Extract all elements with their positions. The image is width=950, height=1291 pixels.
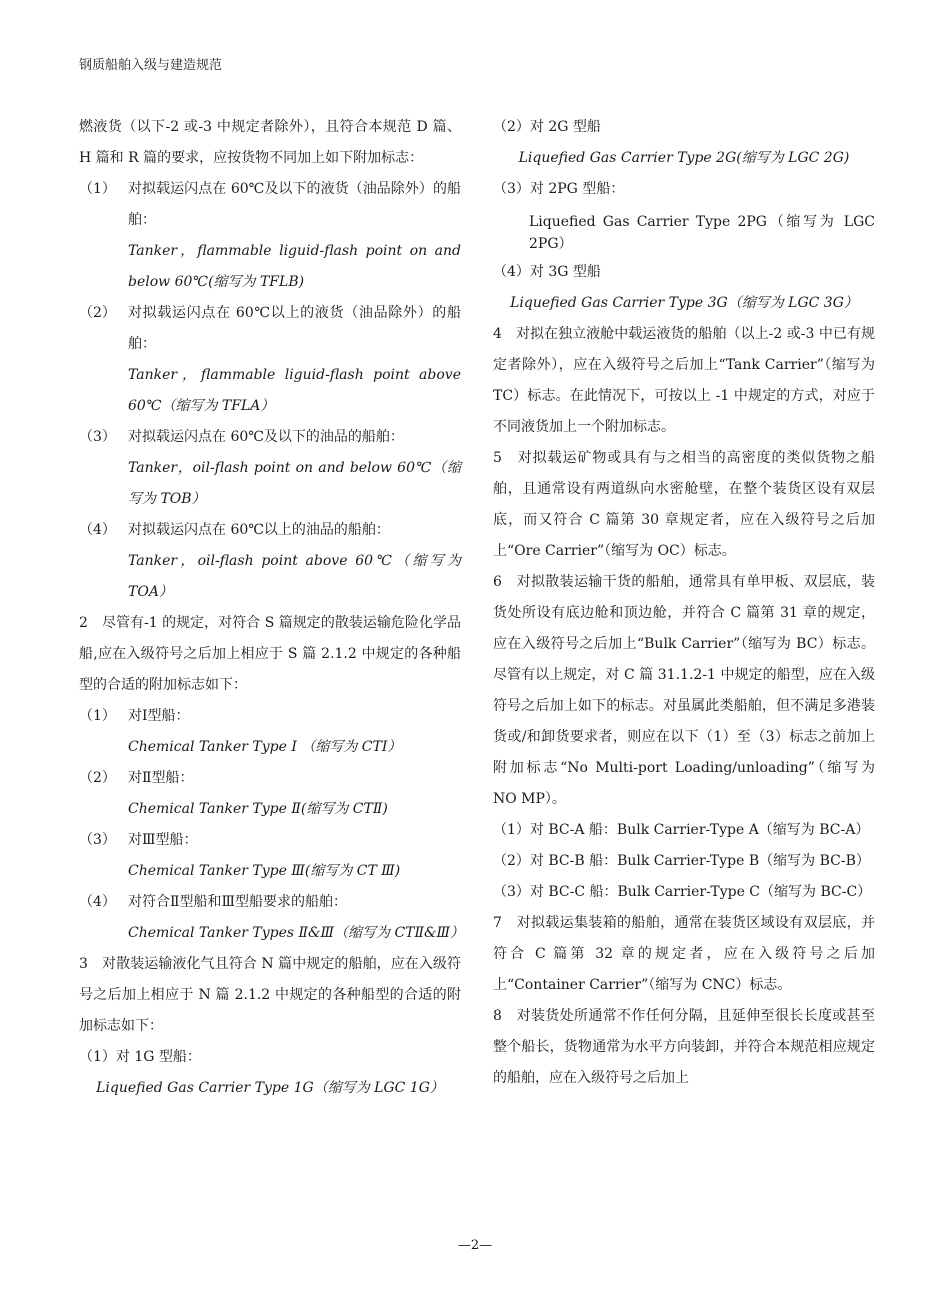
item-number: （1） (79, 708, 116, 724)
bulk-carrier-type-b: （2）对 BC-B 船：Bulk Carrier-Type B（缩写为 BC-B） (493, 853, 870, 869)
right-column (493, 112, 875, 1094)
paragraph-3: 3 对散装运输液化气且符合 N 篇中规定的船舶，应在入级符号之后加上相应于 N 篇 2.1.2 中规定的各种船型的合适的附加标志如下： (79, 956, 461, 1034)
item-number: （4） (79, 522, 116, 538)
item-text: 对符合Ⅱ型船和Ⅲ型船要求的船舶： (128, 894, 348, 910)
notation-tob: Tanker，oil-flash point on and below 60℃（缩写为 TOB） (128, 460, 461, 507)
notation-lgc2pg: Liquefied Gas Carrier Type 2PG（缩写为 LGC 2PG） (529, 214, 875, 252)
paragraph-1-continued: 燃液货（以下-2 或-3 中规定者除外），且符合本规范 D 篇、H 篇和 R 篇的要求，应按货物不同加上如下附加标志： (79, 119, 461, 166)
item-number: （2） (79, 770, 116, 786)
item-text: 对拟载运闪点在 60℃及以下的油品的船舶： (128, 429, 404, 445)
item-number: （3） (79, 429, 116, 445)
item-number: （4） (79, 894, 116, 910)
list-item (79, 422, 461, 453)
notation-lgc1g: Liquefied Gas Carrier Type 1G（缩写为 LGC 1G） (96, 1080, 444, 1096)
notation-lgc2g: Liquefied Gas Carrier Type 2G(缩写为 LGC 2G) (518, 150, 850, 166)
paragraph-7: 7 对拟载运集装箱的船舶，通常在装货区域设有双层底，并符合 C 篇第 32 章的规定者，应在入级符号之后加上“Container Carrier”（缩写为 CNC）标志。 (493, 915, 875, 993)
item-text: 对Ⅲ型船： (128, 832, 198, 848)
list-item (79, 887, 461, 918)
item-number: （1） (79, 181, 116, 197)
paragraph-8: 8 对装货处所通常不作任何分隔，且延伸至很长长度或甚至整个船长，货物通常为水平方向装卸，并符合本规范相应规定的船舶，应在入级符号之后加上 (493, 1008, 875, 1086)
notation-toa: Tanker，oil-flash point above 60℃（缩写为 TOA） (128, 553, 461, 600)
notation-ct2: Chemical Tanker Type Ⅱ(缩写为 CTⅡ) (128, 801, 388, 817)
list-item (79, 701, 461, 732)
paragraph-6: 6 对拟散装运输干货的船舶，通常具有单甲板、双层底，装货处所设有底边舱和顶边舱，并符合 C 篇第 31 章的规定，应在入级符号之后加上“Bulk Carrier”（缩写为 BC）标志。尽管有以上规定，对 C 篇 31.1.2-1 中规定的船型，应在入级符号之后加上如下的标志。对虽属此类船舶，但不满足多港装货或/和卸货要求者，则应在以下（1）至（3）标志之前加上附加标志“No Multi-port Loading/unloading”（缩写为 NO MP）。 (493, 574, 875, 807)
running-header: 钢质船舶入级与建造规范 (79, 58, 223, 73)
notation-tfla: Tanker，flammable liguid-flash point above 60℃（缩写为 TFLA） (128, 367, 461, 414)
list-item: （3）对 2PG 型船： (493, 181, 625, 197)
list-item (79, 515, 461, 546)
item-text: 对拟载运闪点在 60℃以上的油品的船舶： (128, 522, 390, 538)
list-item: （1）对 1G 型船： (79, 1049, 201, 1065)
notation-lgc3g: Liquefied Gas Carrier Type 3G（缩写为 LGC 3G） (510, 295, 858, 311)
notation-ct23: Chemical Tanker Types Ⅱ&Ⅲ（缩写为 CTⅡ&Ⅲ） (128, 925, 464, 941)
item-text: 对Ⅱ型船： (128, 770, 194, 786)
list-item: （2）对 2G 型船 (493, 119, 601, 135)
list-item (79, 825, 461, 856)
bulk-carrier-type-c: （3）对 BC-C 船：Bulk Carrier-Type C（缩写为 BC-C） (493, 884, 872, 900)
list-item (79, 763, 461, 794)
left-column (79, 112, 464, 1104)
notation-tflb: Tanker，flammable liguid-flash point on and below 60℃(缩写为 TFLB) (128, 243, 461, 290)
bulk-carrier-type-a: （1）对 BC-A 船：Bulk Carrier-Type A（缩写为 BC-A） (493, 822, 870, 838)
page-number: —2— (457, 1238, 493, 1253)
item-text: 对拟载运闪点在 60℃以上的液货（油品除外）的船舶： (128, 305, 461, 352)
paragraph-4: 4 对拟在独立液舱中载运液货的船舶（以上-2 或-3 中已有规定者除外），应在入级符号之后加上“Tank Carrier”（缩写为 TC）标志。在此情况下，可按以上 -1 中规定的方式，对应于不同液货加上一个附加标志。 (493, 326, 875, 435)
item-text: 对Ⅰ型船： (128, 708, 190, 724)
list-item (79, 174, 461, 236)
item-text: 对拟载运闪点在 60℃及以下的液货（油品除外）的船舶： (128, 181, 461, 228)
list-item: （4）对 3G 型船 (493, 264, 601, 280)
notation-ct3: Chemical Tanker Type Ⅲ(缩写为 CT Ⅲ) (128, 863, 401, 879)
paragraph-2: 2 尽管有-1 的规定，对符合 S 篇规定的散装运输危险化学品船,应在入级符号之后加上相应于 S 篇 2.1.2 中规定的各种船型的合适的附加标志如下： (79, 615, 461, 693)
item-number: （2） (79, 305, 116, 321)
paragraph-5: 5 对拟载运矿物或具有与之相当的高密度的类似货物之船舶，且通常设有两道纵向水密舱壁，在整个装货区设有双层底，而又符合 C 篇第 30 章规定者，应在入级符号之后加上“Ore Carrier”（缩写为 OC）标志。 (493, 450, 875, 559)
notation-ct1: Chemical Tanker Type Ⅰ （缩写为 CTⅠ） (128, 739, 402, 755)
item-number: （3） (79, 832, 116, 848)
list-item (79, 298, 461, 360)
